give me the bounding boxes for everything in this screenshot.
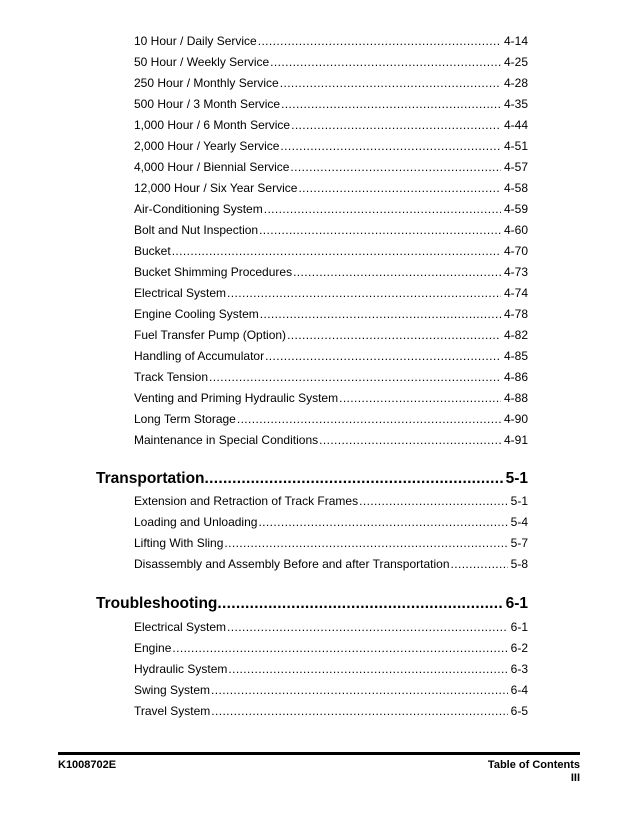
section-heading-transportation[interactable] [96,467,528,491]
toc-entry-page: 4-25 [503,55,528,69]
toc-entry-title: 12,000 Hour / Six Year Service [134,181,298,195]
dot-leader [359,492,508,510]
toc-entry-page: 4-90 [503,412,528,426]
section-page: 6-1 [505,595,528,612]
toc-entry-title: Bucket [134,244,171,258]
dot-leader [205,467,504,491]
dot-leader [172,242,501,260]
toc-entry[interactable] [134,639,528,657]
toc-entry[interactable] [134,32,528,50]
toc-entry-title: Hydraulic System [134,662,228,676]
toc-entry-title: Bucket Shimming Procedures [134,265,293,279]
toc-entry-page: 4-85 [503,349,528,363]
dot-leader [172,639,507,657]
toc-entry[interactable] [134,95,528,113]
footer-section-name: Table of Contents [487,759,580,771]
toc-entry-title: Loading and Unloading [134,515,258,529]
dot-leader [227,618,508,636]
footer-doc-number: K1008702E [58,759,117,771]
toc-entry[interactable] [134,305,528,323]
toc-entry[interactable] [134,431,528,449]
toc-entry-page: 4-74 [503,286,528,300]
toc-entry-page: 4-51 [503,139,528,153]
toc-entry-page: 4-28 [503,76,528,90]
toc-entry-title: 4,000 Hour / Biennial Service [134,160,290,174]
dot-leader [264,200,501,218]
toc-entry[interactable] [134,347,528,365]
toc-entry-page: 6-2 [510,641,528,655]
dot-leader [280,137,501,155]
toc-entry[interactable] [134,116,528,134]
dot-leader [211,702,507,720]
toc-entry-page: 4-14 [503,34,528,48]
dot-leader [228,660,507,678]
toc-entry-title: Lifting With Sling [134,536,224,550]
toc-entry[interactable] [134,179,528,197]
toc-entry-title: Fuel Transfer Pump (Option) [134,328,287,342]
toc-entry[interactable] [134,681,528,699]
toc-entry[interactable] [134,492,528,510]
toc-entry-title: Engine [134,641,172,655]
toc-entry-page: 5-7 [510,536,528,550]
toc-entry[interactable] [134,137,528,155]
toc-entry-title: Maintenance in Special Conditions [134,433,319,447]
toc-entry-title: 50 Hour / Weekly Service [134,55,270,69]
dot-leader [227,284,501,302]
toc-entry-page: 4-86 [503,370,528,384]
toc-entry-title: Bolt and Nut Inspection [134,223,259,237]
dot-leader [258,513,507,531]
footer-rule [58,752,580,755]
dot-leader [293,263,501,281]
dot-leader [260,305,501,323]
toc-entry-page: 4-78 [503,307,528,321]
toc-entry-page: 4-35 [503,97,528,111]
dot-leader [224,534,507,552]
toc-entry-page: 4-59 [503,202,528,216]
toc-entry[interactable] [134,221,528,239]
dot-leader [237,410,501,428]
toc-entry[interactable] [134,410,528,428]
toc-entry-title: 10 Hour / Daily Service [134,34,257,48]
toc-entry[interactable] [134,513,528,531]
toc-entry-title: 500 Hour / 3 Month Service [134,97,281,111]
section-title: Troubleshooting [96,595,218,612]
toc-entry-page: 4-44 [503,118,528,132]
toc-entry-page: 4-58 [503,181,528,195]
toc-entry-title: Swing System [134,683,211,697]
dot-leader [291,116,501,134]
toc-entry-page: 4-60 [503,223,528,237]
toc-entry[interactable] [134,284,528,302]
toc-entry-page: 6-3 [510,662,528,676]
dot-leader [451,555,508,573]
dot-leader [265,347,501,365]
toc-entry-title: Handling of Accumulator [134,349,265,363]
toc-entry[interactable] [134,326,528,344]
toc-entry-page: 5-8 [510,557,528,571]
dot-leader [258,32,501,50]
dot-leader [287,326,501,344]
toc-entry[interactable] [134,74,528,92]
section-heading-troubleshooting[interactable] [96,592,528,616]
dot-leader [298,179,501,197]
dot-leader [339,389,501,407]
toc-entry-title: Air-Conditioning System [134,202,263,216]
toc-entry-page: 4-82 [503,328,528,342]
toc-entry-page: 5-1 [510,494,528,508]
toc-entry-page: 6-1 [510,620,528,634]
toc-entry-title: Electrical System [134,286,227,300]
dot-leader [290,158,501,176]
section-title: Transportation [96,470,205,487]
toc-entry-page: 6-5 [510,704,528,718]
toc-entry[interactable] [134,555,528,573]
toc-entry[interactable] [134,660,528,678]
toc-entry[interactable] [134,389,528,407]
dot-leader [209,368,501,386]
toc-entry[interactable] [134,702,528,720]
toc-entry-page: 4-70 [503,244,528,258]
toc-entry-title: Extension and Retraction of Track Frames [134,494,359,508]
toc-entry-page: 4-57 [503,160,528,174]
toc-entry-title: 2,000 Hour / Yearly Service [134,139,280,153]
dot-leader [217,592,503,616]
toc-entry-title: Track Tension [134,370,209,384]
toc-entry[interactable] [134,368,528,386]
dot-leader [270,53,501,71]
toc-entry-page: 4-91 [503,433,528,447]
toc-entry-page: 4-73 [503,265,528,279]
toc-entry-page: 4-88 [503,391,528,405]
toc-entry[interactable] [134,618,528,636]
dot-leader [281,95,501,113]
toc-entry[interactable] [134,158,528,176]
toc-entry[interactable] [134,242,528,260]
toc-entry-title: Travel System [134,704,211,718]
toc-entry[interactable] [134,53,528,71]
toc-entry-title: 250 Hour / Monthly Service [134,76,279,90]
toc-entry-page: 5-4 [510,515,528,529]
footer-page-number: III [570,772,580,784]
dot-leader [259,221,501,239]
dot-leader [280,74,501,92]
toc-entry-title: Venting and Priming Hydraulic System [134,391,339,405]
toc-entry-title: Electrical System [134,620,227,634]
toc-entry-page: 6-4 [510,683,528,697]
section-page: 5-1 [505,470,528,487]
toc-entry[interactable] [134,263,528,281]
dot-leader [319,431,501,449]
dot-leader [211,681,508,699]
toc-entry[interactable] [134,200,528,218]
toc-entry-title: 1,000 Hour / 6 Month Service [134,118,291,132]
toc-entry-title: Disassembly and Assembly Before and after Transportation [134,557,450,571]
toc-entry[interactable] [134,534,528,552]
toc-entry-title: Long Term Storage [134,412,236,426]
toc-entry-title: Engine Cooling System [134,307,259,321]
